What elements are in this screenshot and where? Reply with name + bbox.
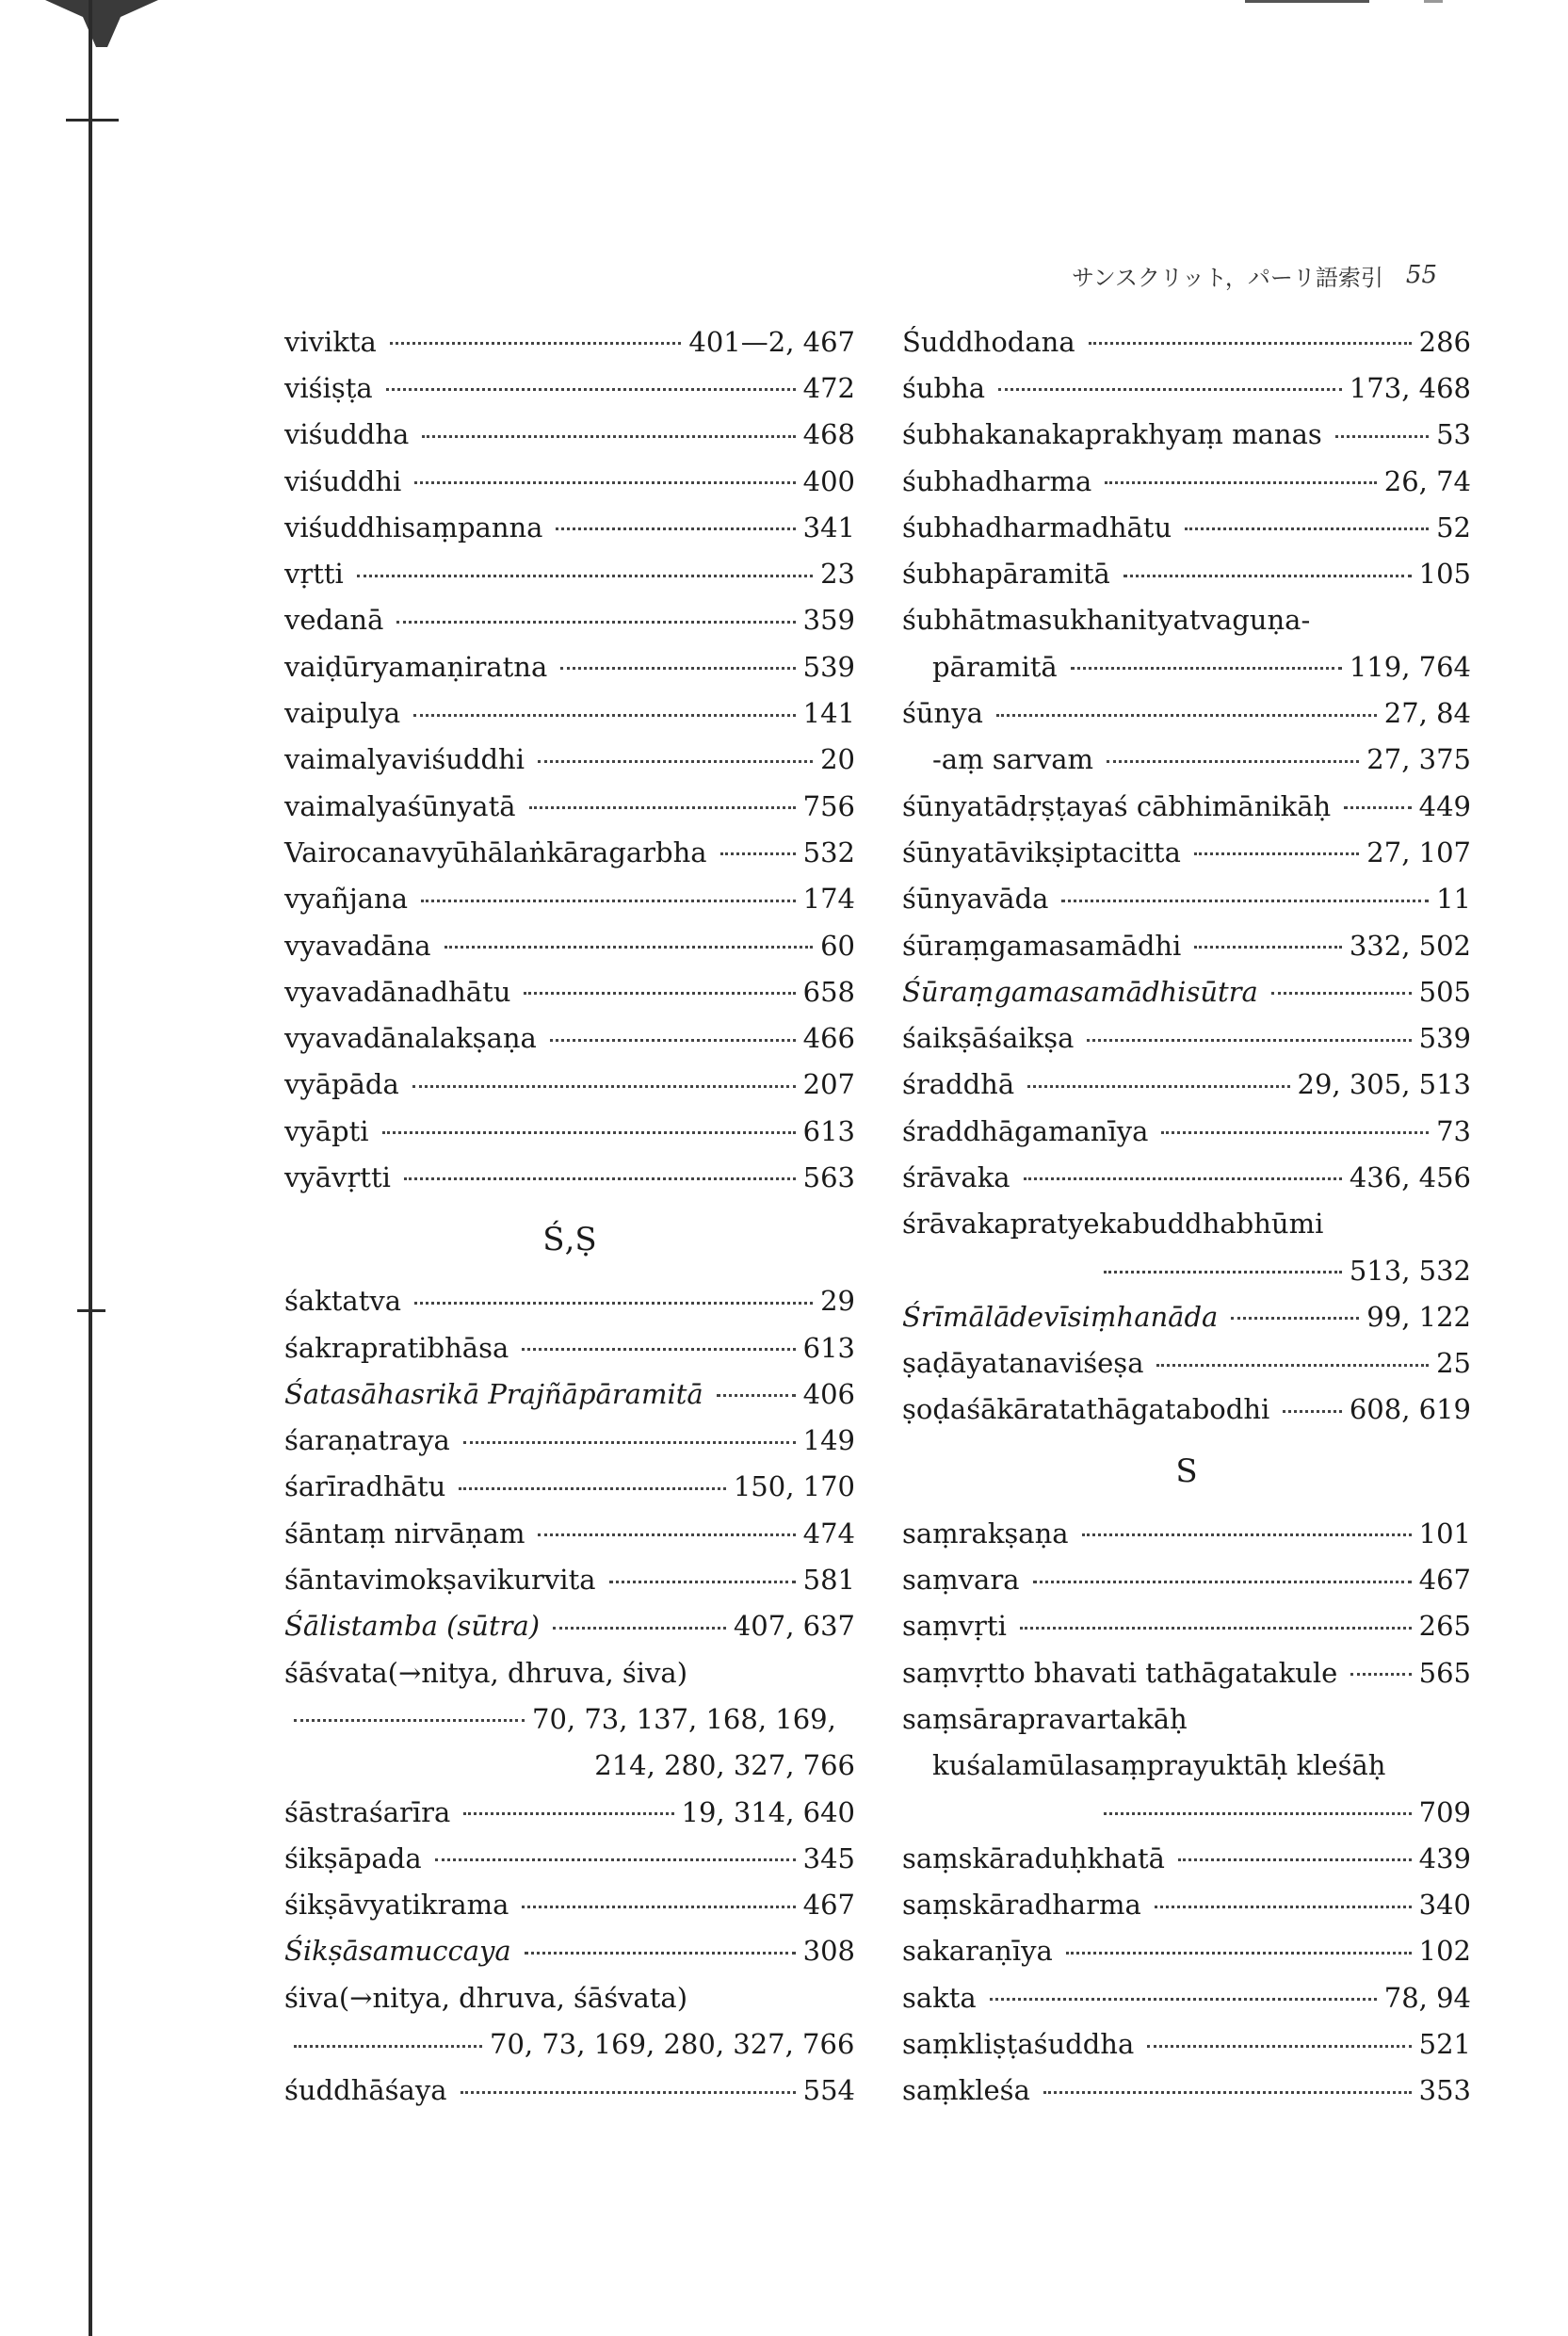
entry-term: śakrapratibhāsa [284,1331,509,1364]
index-entry [902,412,1471,458]
dot-leader [445,946,814,949]
dot-leader [717,1394,796,1397]
dot-leader [1123,575,1412,577]
entry-pages: 472 [802,371,855,404]
entry-pages: 608, 619 [1349,1393,1471,1426]
section-heading: S [1175,1452,1198,1491]
dot-leader [1283,1410,1342,1413]
entry-pages: 340 [1418,1889,1471,1922]
dot-leader [421,900,796,902]
entry-pages: 341 [802,511,855,543]
index-entry [902,783,1471,829]
entry-term: śaikṣāśaikṣa [902,1022,1075,1055]
entry-pages: 60 [820,929,855,962]
dot-leader [1194,946,1342,949]
index-entry [902,1293,1471,1339]
index-entry [284,1278,855,1324]
index-entry [284,1062,855,1108]
dot-leader [390,342,682,345]
dot-leader [550,1039,796,1042]
entry-pages: 150, 170 [733,1470,855,1503]
dot-leader [414,481,795,484]
index-entry-continuation [902,1789,1471,1835]
entry-term: viśuddhi [284,464,402,497]
entry-term: vaimalyaśūnyatā [284,789,516,822]
left-entries-a [284,318,855,1201]
entry-pages: 332, 502 [1349,929,1471,962]
entry-pages: 173, 468 [1349,371,1471,404]
entry-term: śāstraśarīra [284,1795,451,1828]
dot-leader [294,1719,525,1722]
dot-leader [1024,1177,1342,1180]
dot-leader [1271,992,1412,995]
entry-pages: 29, 305, 513 [1297,1068,1471,1101]
entry-pages: 207 [802,1068,855,1101]
entry-term: vyavadānadhātu [284,975,511,1008]
page-number: 55 [1405,261,1437,289]
entry-pages: 449 [1418,789,1471,822]
index-entry [902,1556,1471,1602]
entry-term: saṃskāraduḥkhatā [902,1841,1165,1874]
entry-pages: 563 [802,1160,855,1193]
index-entry [284,504,855,550]
dot-leader [1043,2091,1412,2094]
dot-leader [1178,1858,1412,1861]
index-entry-continuation [902,1743,1471,1789]
index-entry [284,1324,855,1371]
entry-term: śrāvakapratyekabuddhabhūmi [902,1208,1324,1241]
dot-leader [1350,1673,1411,1676]
index-entry [902,876,1471,922]
index-entry [902,2068,1471,2114]
index-entry [284,1603,855,1649]
index-entry [284,550,855,596]
entry-term: śrāvaka [902,1160,1010,1193]
dot-leader [1071,667,1342,670]
entry-term: śāntaṃ nirvāṇam [284,1517,525,1549]
dot-leader [461,2091,796,2094]
dot-leader [1335,435,1429,438]
index-entry-continuation [284,1695,855,1742]
dot-leader [1147,2045,1411,2048]
entry-pages: 286 [1418,325,1471,358]
entry-term: śubhātmasukhanityatvaguṇa- [902,604,1311,637]
index-entry [284,1108,855,1154]
index-entry [284,689,855,736]
entry-pages: 513, 532 [1349,1254,1471,1287]
top-rule [1245,0,1369,3]
index-entry [902,597,1471,643]
dot-leader [522,1906,795,1908]
index-entry [902,1014,1471,1061]
entry-pages: 400 [802,464,855,497]
index-entry [284,1418,855,1464]
index-entry [284,922,855,968]
entry-term: śūnyatāvikṣiptacitta [902,835,1181,868]
index-entry [902,1510,1471,1556]
index-entry [902,1603,1471,1649]
right-entries-b [902,1510,1471,2114]
entry-term: śuddhāśaya [284,2074,447,2107]
index-entry [284,365,855,411]
dot-leader [1104,1812,1412,1815]
dot-leader [1161,1131,1429,1134]
dot-leader [1104,1271,1342,1273]
entry-pages: 756 [802,789,855,822]
index-entry [284,318,855,365]
entry-pages: 70, 73, 137, 168, 169, [532,1702,836,1735]
entry-term: saṃkliṣṭaśuddha [902,2028,1135,2061]
entry-term: śubhadharmadhātu [902,511,1172,543]
top-rule-small [1424,0,1443,3]
entry-term: śarīradhātu [284,1470,446,1503]
dot-leader [538,1533,795,1536]
dot-leader [1155,1906,1412,1908]
dot-leader [522,1348,795,1351]
entry-term: Śālistamba (sūtra) [284,1610,541,1643]
entry-term: vivikta [284,325,377,358]
index-entry [284,1882,855,1928]
dot-leader [556,527,795,530]
dot-leader [1082,1533,1412,1536]
entry-pages: 23 [820,558,855,591]
entry-term: vedanā [284,604,384,637]
dot-leader [553,1627,726,1630]
index-entry [284,783,855,829]
section-heading: Ś,Ṣ [542,1220,597,1258]
index-entry [284,458,855,504]
entry-term: saṃvṛtto bhavati tathāgatakule [902,1656,1338,1689]
index-entry [902,1387,1471,1433]
dot-leader [529,806,796,809]
entry-pages: 265 [1418,1610,1471,1643]
dot-leader [1027,1085,1289,1088]
entry-pages: 439 [1418,1841,1471,1874]
entry-pages: 532 [802,835,855,868]
index-entry [284,1371,855,1417]
entry-pages: 102 [1418,1935,1471,1968]
entry-term: vṛtti [284,558,344,591]
entry-term: ṣaḍāyatanaviśeṣa [902,1347,1144,1380]
entry-term: śubhakanakaprakhyaṃ manas [902,418,1322,451]
dot-leader [382,1131,796,1134]
index-entry [902,1062,1471,1108]
entry-term: Śūraṃgamasamādhisūtra [902,975,1258,1008]
entry-term: Śatasāhasrikā Prajñāpāramitā [284,1377,703,1410]
entry-term: ṣoḍaśākāratathāgatabodhi [902,1393,1270,1426]
entry-pages: 353 [1418,2074,1471,2107]
dot-leader [1105,481,1376,484]
dot-leader [412,1085,796,1088]
running-header [989,256,1437,294]
entry-pages: 27, 375 [1366,743,1471,776]
dot-leader [1020,1627,1412,1630]
entry-term: vyāpāda [284,1068,399,1101]
dot-leader [1087,1039,1411,1042]
entry-pages: 27, 107 [1366,835,1471,868]
entry-pages: 554 [802,2074,855,2107]
dot-leader [998,388,1342,391]
index-entry [902,1154,1471,1200]
entry-term: vyavadāna [284,929,431,962]
index-entry-continuation [284,2020,855,2067]
left-entries-b [284,1278,855,2114]
entry-term: saṃvṛti [902,1610,1007,1643]
index-entry [284,968,855,1014]
entry-pages: 401—2, 467 [688,325,855,358]
entry-pages: 613 [802,1114,855,1147]
entry-term: śaraṇatraya [284,1424,450,1457]
entry-term: śaktatva [284,1285,402,1318]
index-entry [284,1510,855,1556]
dot-leader [560,667,795,670]
entry-term: śāśvata(→nitya, dhruva, śiva) [284,1656,688,1689]
index-entry [902,1340,1471,1387]
dot-leader [414,1302,813,1305]
dot-leader [357,575,813,577]
dot-leader [1231,1317,1359,1320]
dot-leader [463,1441,796,1444]
index-entry [902,550,1471,596]
entry-pages: 19, 314, 640 [681,1795,855,1828]
entry-pages: 709 [1418,1795,1471,1828]
entry-pages: 407, 637 [733,1610,855,1643]
entry-pages: 105 [1418,558,1471,591]
index-entry [902,689,1471,736]
entry-term: sakta [902,1981,977,2014]
dot-leader [1156,1364,1429,1367]
index-column-right [902,318,1471,2114]
index-entry [284,597,855,643]
index-entry [284,1974,855,2020]
entry-term: śikṣāvyatikrama [284,1889,509,1922]
index-entry [902,318,1471,365]
entry-term: viśuddhisaṃpanna [284,511,543,543]
entry-pages: 53 [1436,418,1471,451]
dot-leader [1344,806,1411,809]
index-entry [284,1928,855,1974]
index-entry [902,1974,1471,2020]
dot-leader [720,852,796,855]
entry-pages: 474 [802,1517,855,1549]
entry-pages: 539 [802,650,855,683]
entry-term: śraddhāgamanīya [902,1114,1149,1147]
entry-pages: 345 [802,1841,855,1874]
entry-pages: 521 [1418,2028,1471,2061]
entry-pages: 52 [1436,511,1471,543]
dot-leader [459,1487,726,1490]
dot-leader [1185,527,1429,530]
entry-term: Śuddhodana [902,325,1075,358]
index-entry [902,1882,1471,1928]
entry-pages: 70, 73, 169, 280, 327, 766 [490,2028,855,2061]
index-entry [284,1789,855,1835]
entry-pages: 505 [1418,975,1471,1008]
dot-leader [1033,1581,1412,1583]
entry-pages: 539 [1418,1022,1471,1055]
index-entry [284,1014,855,1061]
entry-term: vaipulya [284,697,401,730]
index-entry-continuation [902,643,1471,689]
dot-leader [1194,852,1359,855]
entry-pages: 20 [820,743,855,776]
index-entry [284,1835,855,1881]
index-entry [902,922,1471,968]
entry-term: Vairocanavyūhālaṅkāragarbha [284,835,707,868]
entry-pages: 149 [802,1424,855,1457]
index-entry [284,1556,855,1602]
entry-pages: 613 [802,1331,855,1364]
index-column-left [284,318,855,2114]
entry-term: viśuddha [284,418,410,451]
index-entry [284,829,855,875]
entry-pages: 11 [1436,883,1471,916]
entry-pages: 29 [820,1285,855,1318]
index-entry [902,1649,1471,1695]
margin-tick [77,1309,105,1312]
dot-leader [996,714,1377,717]
entry-term: śiva(→nitya, dhruva, śāśvata) [284,1981,688,2014]
entry-term: śūraṃgamasamādhi [902,929,1182,962]
index-entry [902,1928,1471,1974]
entry-term: saṃsārapravartakāḥ [902,1702,1188,1735]
entry-term: śubhapāramitā [902,558,1110,591]
index-entry [902,968,1471,1014]
entry-term: -aṃ sarvam [932,743,1094,776]
entry-pages: 581 [802,1564,855,1597]
entry-pages: 565 [1418,1656,1471,1689]
entry-pages: 78, 94 [1383,1981,1471,2014]
entry-term: kuśalamūlasaṃprayuktāḥ kleśāḥ [932,1749,1386,1782]
index-entry [284,737,855,783]
index-entry [284,2068,855,2114]
entry-pages: 25 [1436,1347,1471,1380]
entry-term: śubha [902,371,986,404]
entry-pages: 214, 280, 327, 766 [594,1749,855,1782]
entry-term: śūnya [902,697,983,730]
index-entry-continuation [902,1247,1471,1293]
binding-margin-line [89,0,92,2336]
entry-term: saṃvara [902,1564,1020,1597]
dot-leader [609,1581,796,1583]
index-entry [902,829,1471,875]
index-entry [284,1649,855,1695]
entry-pages: 406 [802,1377,855,1410]
entry-pages: 467 [802,1889,855,1922]
index-entry [284,412,855,458]
dot-leader [386,388,796,391]
margin-tick [66,119,119,122]
entry-pages: 174 [802,883,855,916]
binding-mark [45,0,158,57]
dot-leader [413,714,796,717]
entry-term: Śikṣāsamuccaya [284,1935,511,1968]
entry-term: Śrīmālādevīsiṃhanāda [902,1300,1219,1333]
entry-pages: 466 [802,1022,855,1055]
entry-term: pāramitā [932,650,1058,683]
entry-pages: 658 [802,975,855,1008]
entry-term: saṃrakṣaṇa [902,1517,1069,1549]
dot-leader [1061,900,1429,902]
entry-term: śūnyatādṛṣṭayaś cābhimānikāḥ [902,789,1332,822]
right-entries-a [902,318,1471,1433]
entry-pages: 27, 84 [1383,697,1471,730]
index-entry-continuation [902,737,1471,783]
dot-leader [1089,342,1412,345]
dot-leader [435,1858,796,1861]
entry-term: sakaraṇīya [902,1935,1053,1968]
index-entry [902,2020,1471,2067]
entry-pages: 308 [802,1935,855,1968]
entry-term: vyāvṛtti [284,1160,391,1193]
entry-term: saṃskāradharma [902,1889,1141,1922]
entry-term: śubhadharma [902,464,1092,497]
entry-pages: 99, 122 [1366,1300,1471,1333]
entry-term: vyañjana [284,883,408,916]
entry-pages: 73 [1436,1114,1471,1147]
entry-pages: 359 [802,604,855,637]
index-entry [902,1201,1471,1247]
dot-leader [990,1998,1377,2001]
entry-term: vaimalyaviśuddhi [284,743,525,776]
index-entry [902,458,1471,504]
entry-pages: 468 [802,418,855,451]
index-entry [902,1108,1471,1154]
dot-leader [404,1177,796,1180]
dot-leader [538,760,813,763]
index-entry [284,876,855,922]
dot-leader [294,2045,482,2048]
entry-pages: 101 [1418,1517,1471,1549]
dot-leader [524,992,795,995]
entry-pages: 119, 764 [1349,650,1471,683]
entry-term: saṃkleśa [902,2074,1030,2107]
index-entry [284,1154,855,1200]
entry-term: śraddhā [902,1068,1015,1101]
dot-leader [463,1812,673,1815]
entry-term: viśiṣṭa [284,371,373,404]
entry-pages: 141 [802,697,855,730]
dot-leader [396,621,795,624]
index-entry-continuation [284,1743,855,1789]
entry-pages: 467 [1418,1564,1471,1597]
entry-term: śikṣāpada [284,1841,422,1874]
index-entry [284,1464,855,1510]
dot-leader [525,1952,796,1955]
entry-term: śāntavimokṣavikurvita [284,1564,596,1597]
index-entry [902,1835,1471,1881]
entry-pages: 26, 74 [1383,464,1471,497]
entry-term: vaiḍūryamaṇiratna [284,650,548,683]
index-entry [902,365,1471,411]
header-title: サンスクリット，パーリ語索引 [1071,264,1383,291]
index-entry [902,1695,1471,1742]
dot-leader [1066,1952,1412,1955]
entry-term: vyāpti [284,1114,369,1147]
index-entry [284,643,855,689]
dot-leader [1107,760,1359,763]
entry-term: vyavadānalakṣaṇa [284,1022,537,1055]
index-entry [902,504,1471,550]
entry-term: śūnyavāda [902,883,1049,916]
dot-leader [422,435,795,438]
entry-pages: 436, 456 [1349,1160,1471,1193]
